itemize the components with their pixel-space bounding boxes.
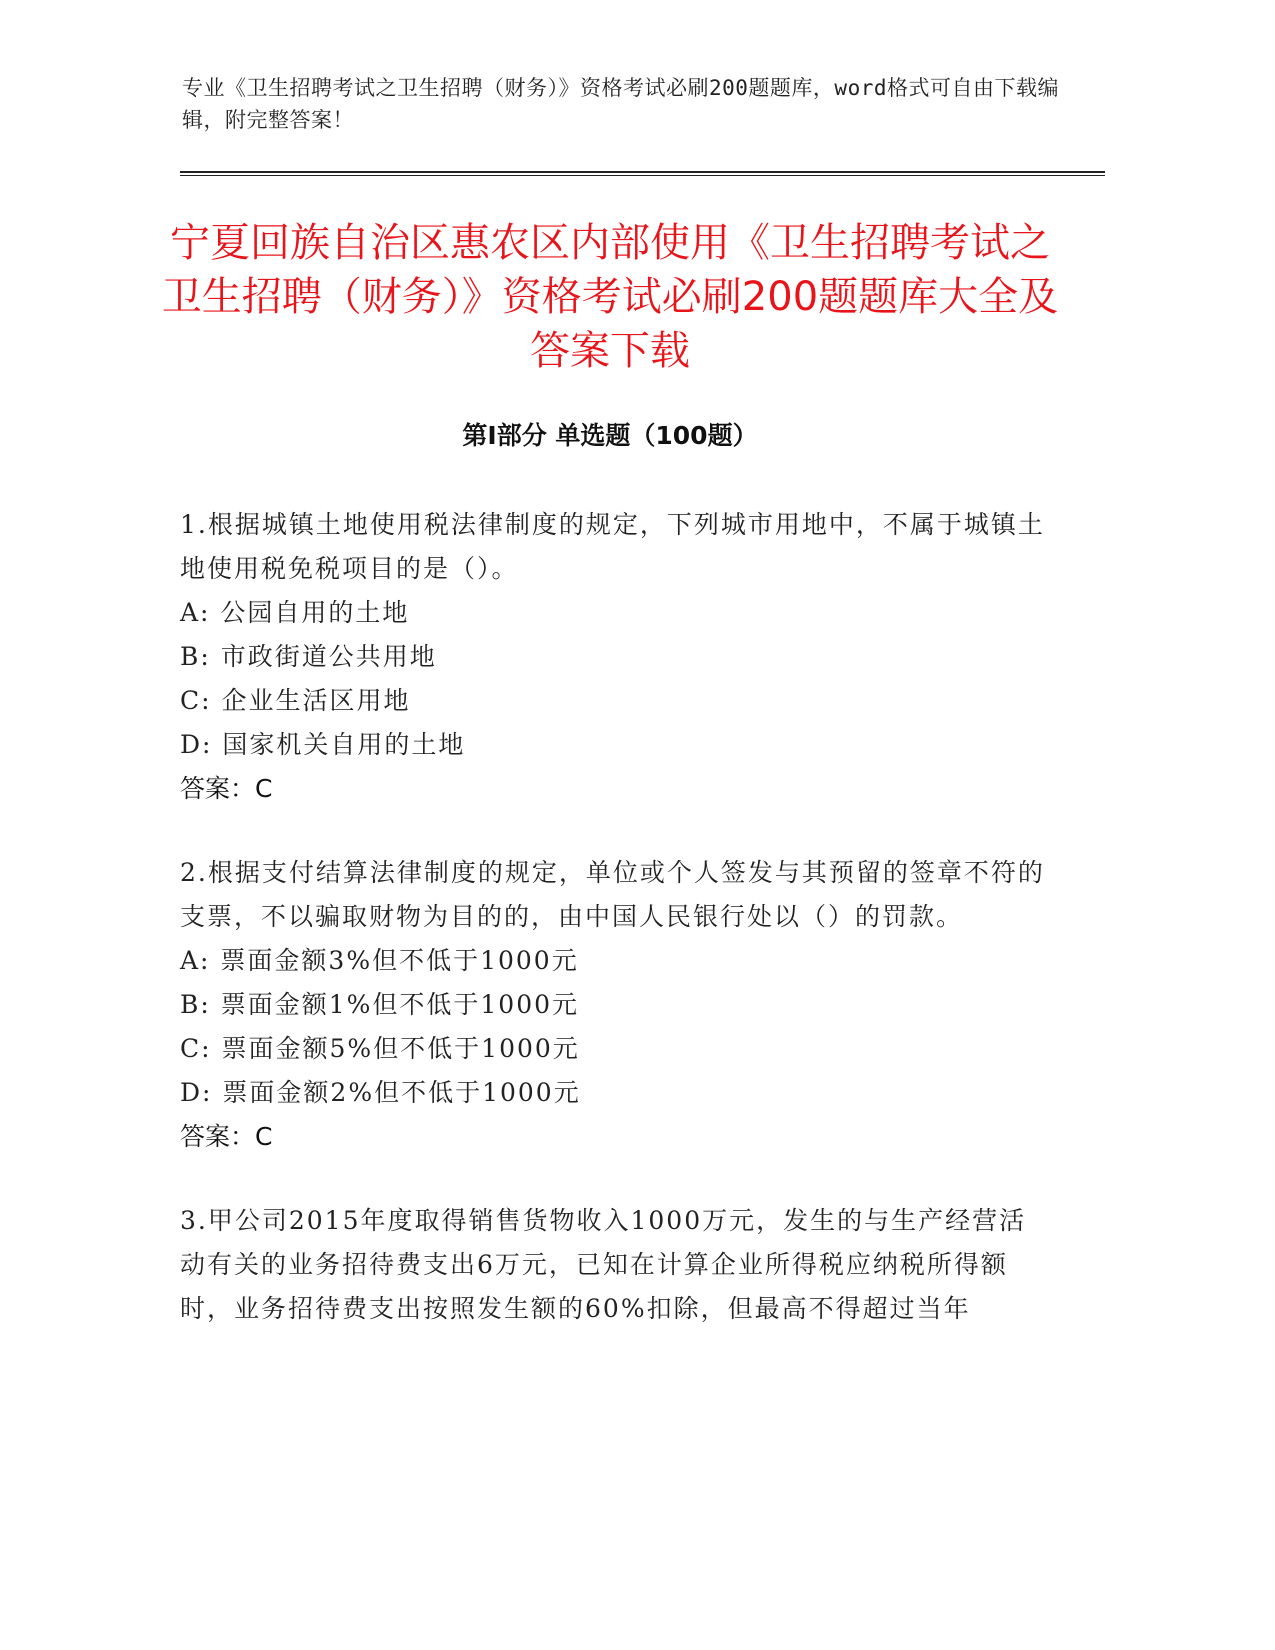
option-a: A: 票面金额3%但不低于1000元 [180, 946, 579, 975]
header-divider-thick-line [180, 171, 1105, 173]
option-b: B: 市政街道公共用地 [180, 642, 437, 671]
header-divider-thin-line [180, 175, 1105, 176]
question-3 [180, 1199, 1050, 1331]
option-d: D: 票面金额2%但不低于1000元 [180, 1078, 581, 1107]
section-heading: 第Ⅰ部分 单选题（100题） [462, 421, 758, 450]
option-c: C: 企业生活区用地 [180, 686, 411, 715]
header-divider [180, 171, 1105, 176]
question-2 [180, 851, 1050, 1159]
question-stem: 3.甲公司2015年度取得销售货物收入1000万元，发生的与生产经营活动有关的业务招待费支出6万元，已知在计算企业所得税应纳税所得额时，业务招待费支出按照发生额的60%扣除，但最高不得超过当年 [180, 1206, 1027, 1323]
document-header-note: 专业《卫生招聘考试之卫生招聘（财务）》资格考试必刷200题题库，word格式可自由下载编辑，附完整答案！ [182, 76, 1059, 132]
question-stem: 1.根据城镇土地使用税法律制度的规定，下列城市用地中，不属于城镇土地使用税免税项目的是（）。 [180, 510, 1045, 583]
answer: 答案：C [180, 774, 273, 803]
document-title: 宁夏回族自治区惠农区内部使用《卫生招聘考试之卫生招聘（财务）》资格考试必刷200题题库大全及答案下载 [161, 220, 1059, 374]
option-a: A: 公园自用的土地 [180, 598, 410, 627]
question-stem: 2.根据支付结算法律制度的规定，单位或个人签发与其预留的签章不符的支票，不以骗取财物为目的的，由中国人民银行处以（）的罚款。 [180, 858, 1045, 931]
answer: 答案：C [180, 1122, 273, 1151]
question-1 [180, 503, 1050, 811]
question-list [180, 503, 1050, 1371]
option-b: B: 票面金额1%但不低于1000元 [180, 990, 580, 1019]
option-c: C: 票面金额5%但不低于1000元 [180, 1034, 580, 1063]
option-d: D: 国家机关自用的土地 [180, 730, 466, 759]
